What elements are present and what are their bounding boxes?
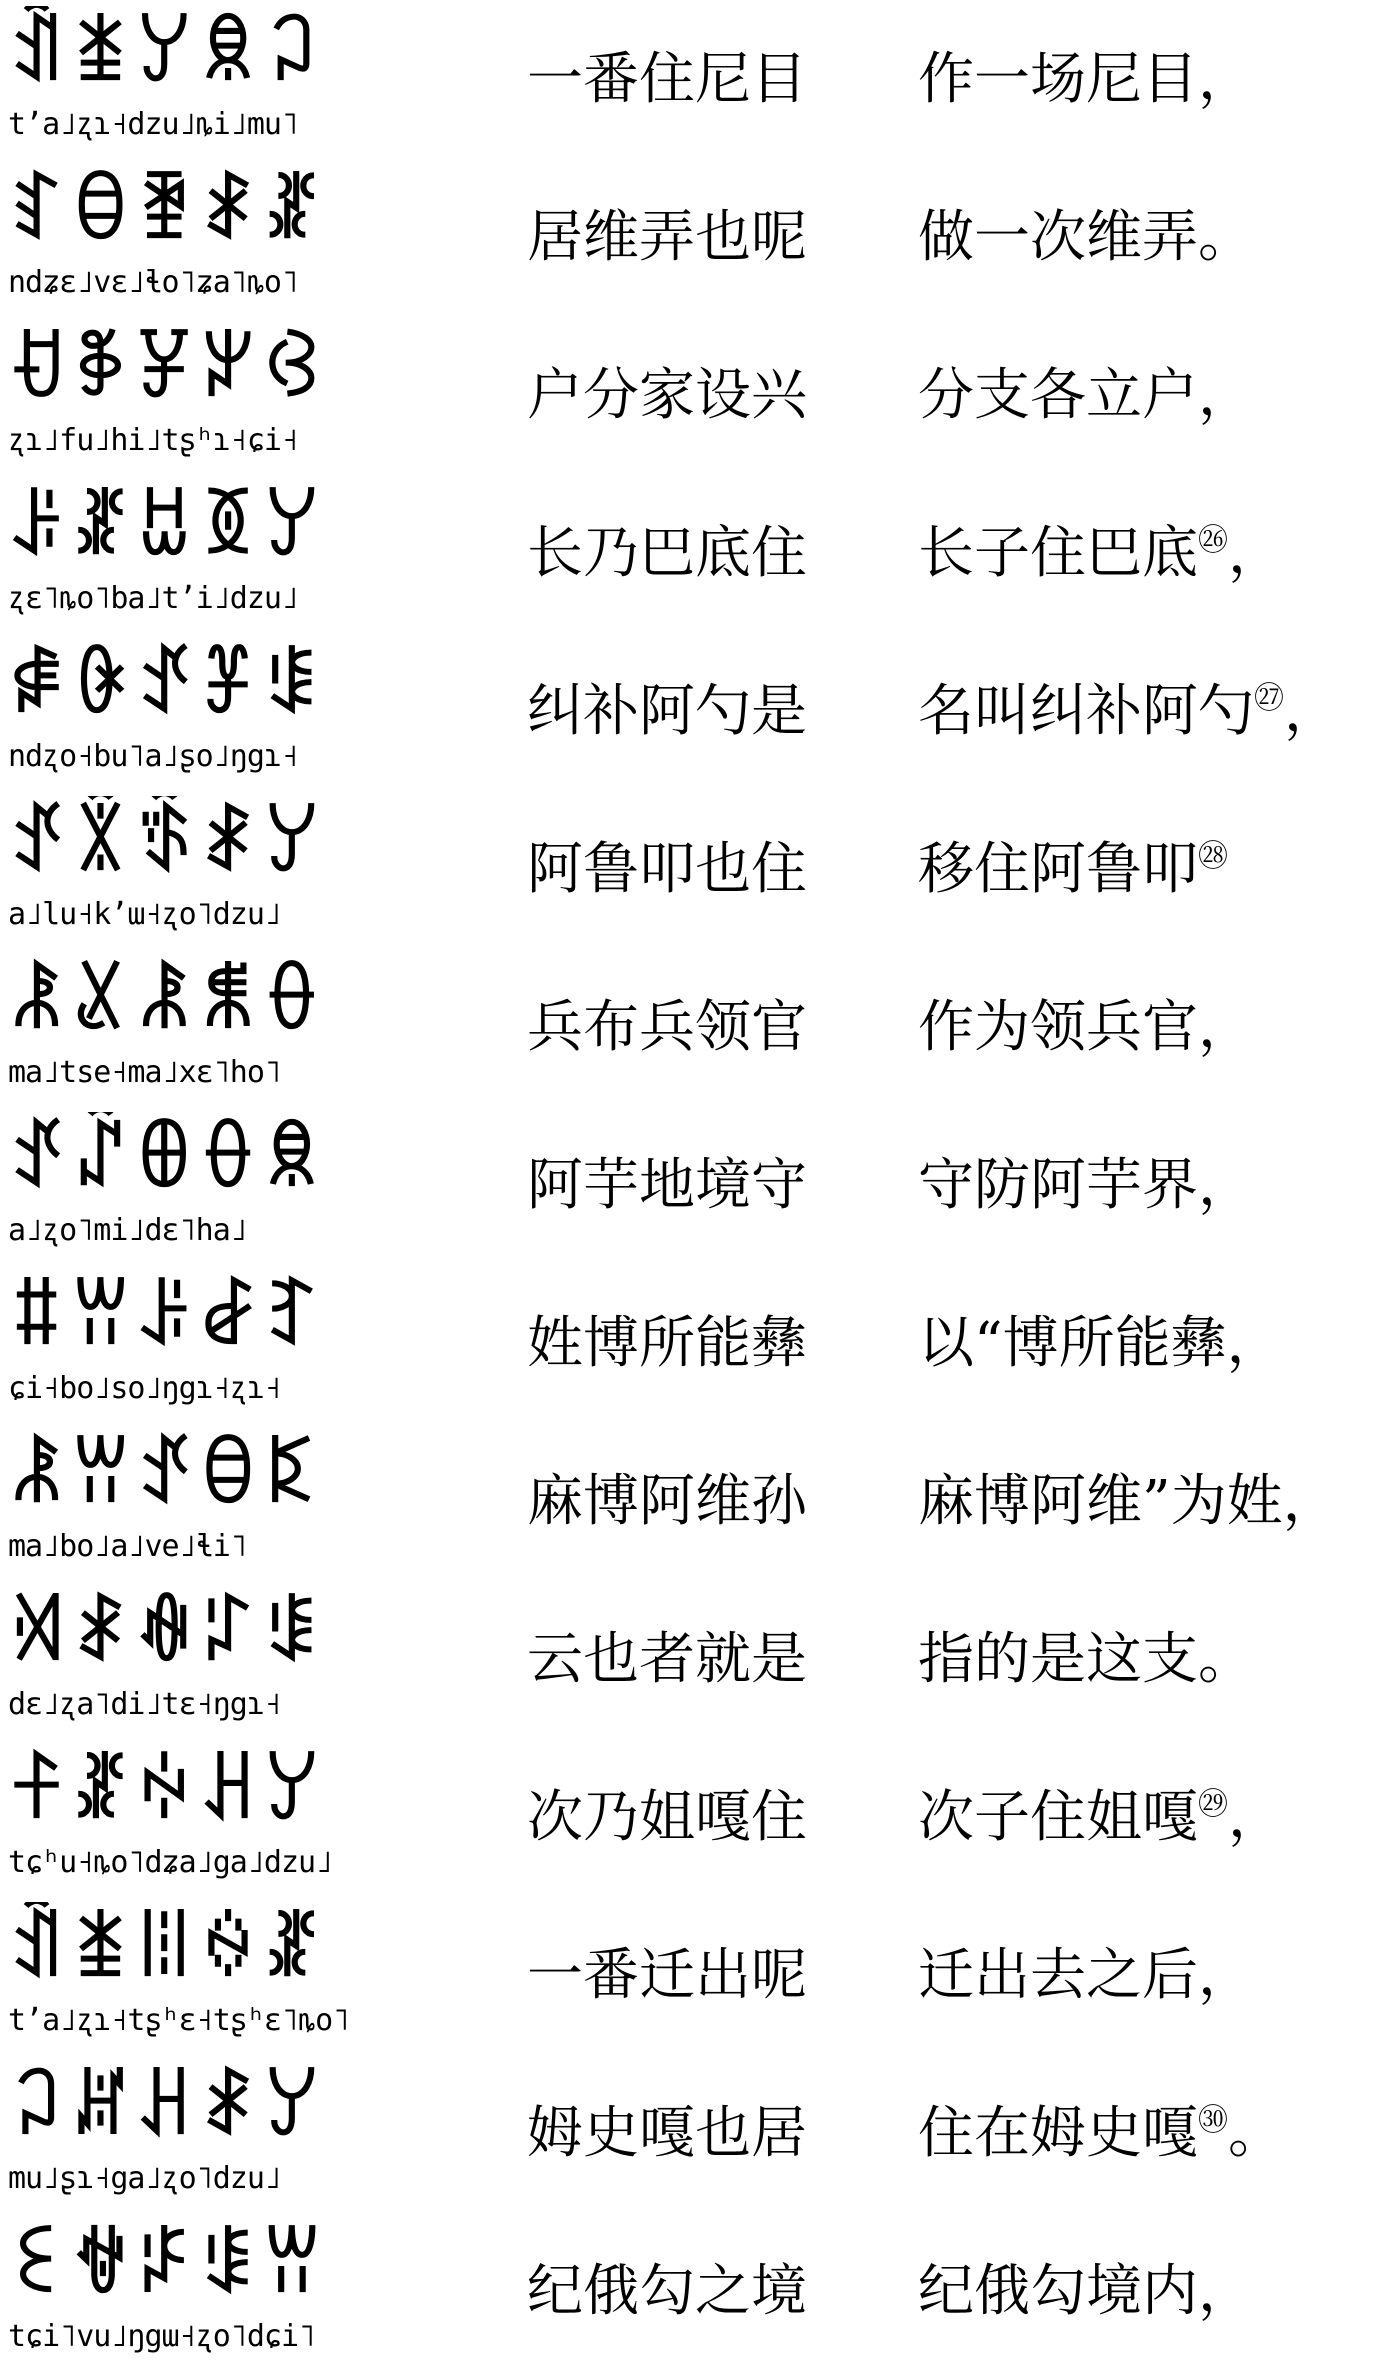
phonetic-text: mu˩ʂɿ˧ga˩ʐo˥dzu˩ (8, 2161, 281, 2196)
yi-line (8, 480, 458, 626)
translation-trailing-punct: ， (1228, 1785, 1284, 1850)
translation-trailing-punct: ， (1284, 679, 1340, 744)
chinese-transcription: 阿芋地境守 (527, 1153, 807, 1218)
verse-row (0, 316, 1392, 474)
phonetic-text: tʼa˩ʐɿ˧tʂʰɛ˧tʂʰɛ˥ȵo˥ (8, 2003, 350, 2038)
verse-row (0, 474, 1392, 632)
phonetic-text: ʐɿ˩fu˩hi˩tʂʰɿ˧ɕi˧ (8, 423, 299, 458)
yi-script-text: ꀋꇒꈃꑴꌦ (8, 801, 328, 887)
yi-line (8, 322, 458, 468)
phonetic-text: ndʐo˧bu˥a˩ʂo˩ŋgɿ˧ (8, 739, 299, 774)
chinese-transcription: 次乃姐嘎住 (527, 1785, 807, 1850)
translation-text: 迁出去之后， (918, 1943, 1254, 2008)
translation-text: 做一次维弄。 (918, 205, 1254, 270)
chinese-transcription: 云也者就是 (527, 1627, 807, 1692)
translation-text: 次子住姐嘎 (918, 1785, 1198, 1850)
translation-trailing-punct: 。 (1228, 2101, 1284, 2166)
chinese-transcription: 姆史嘎也居 (527, 2101, 807, 2166)
verse-row (0, 1580, 1392, 1738)
yi-script-text: ꌠꁬꀠꅉꌦ (8, 485, 328, 571)
yi-line (8, 164, 458, 310)
translation-text: 麻博阿维”为姓， (918, 1469, 1339, 1534)
yi-line (8, 1744, 458, 1890)
yi-script-text: ꐚꀕꌠꆀꆈ (8, 1275, 328, 1361)
chinese-translation (918, 2094, 1388, 2174)
phonetic-text: dɛ˩ʐa˥di˩tɛ˧ŋgɿ˧ (8, 1687, 281, 1722)
phonetic-text: ʐɛ˥ȵo˥ba˩tʼi˩dzu˩ (8, 581, 299, 616)
chinese-translation (918, 514, 1388, 594)
chinese-transcription: 居维弄也呢 (527, 205, 807, 270)
chinese-translation (918, 1620, 1388, 1700)
footnote-marker: ㉚ (1198, 2103, 1228, 2138)
translation-text: 分支各立户， (918, 363, 1254, 428)
yi-line (8, 954, 458, 1100)
phonetic-text: tɕʰu˧ȵo˥dʑa˩ga˩dzu˩ (8, 1845, 333, 1880)
translation-text: 住在姆史嘎 (918, 2101, 1198, 2166)
phonetic-text: a˩ʐo˥mi˩dɛ˥ha˩ (8, 1213, 247, 1248)
chinese-transcription: 姓博所能彝 (527, 1311, 807, 1376)
yi-script-text: ꀉꁧꈨꍈꁬ (8, 1907, 328, 1993)
chinese-translation (918, 198, 1388, 278)
verse-row (0, 158, 1392, 316)
yi-line (8, 1902, 458, 2048)
chinese-translation (918, 1462, 1388, 1542)
yi-line (8, 1112, 458, 1258)
verse-row (0, 948, 1392, 1106)
yi-line (8, 2218, 458, 2364)
verse-row (0, 2212, 1392, 2370)
chinese-translation (918, 672, 1388, 752)
phonetic-text: tɕi˥vu˩ŋgɯ˧ʐo˥dɕi˥ (8, 2319, 316, 2354)
translation-text: 守防阿芋界， (918, 1153, 1254, 1218)
yi-line (8, 796, 458, 942)
phonetic-text: ɕi˧bo˩so˩ŋgɿ˧ʐɿ˧ (8, 1371, 281, 1406)
phonetic-text: ma˩tse˧ma˩xɛ˥ho˥ (8, 1055, 281, 1090)
yi-script-text: ꍂꀖꀋꐞꌐ (8, 643, 328, 729)
verse-row (0, 790, 1392, 948)
verse-row (0, 2054, 1392, 2212)
phonetic-text: ma˩bo˩a˩ve˩ɬi˥ (8, 1529, 247, 1564)
chinese-transcription: 长乃巴底住 (527, 521, 807, 586)
yi-line (8, 6, 458, 152)
translation-text: 长子住巴底 (918, 521, 1198, 586)
yi-script-text: ꃀꏦꃅꑴꌦ (8, 2065, 328, 2151)
verse-row (0, 1106, 1392, 1264)
footnote-marker: ㉘ (1198, 839, 1228, 874)
chinese-translation (918, 2252, 1388, 2332)
verse-row (0, 0, 1392, 158)
chinese-transcription: 阿鲁叩也住 (527, 837, 807, 902)
chinese-translation (918, 356, 1388, 436)
chinese-translation (918, 1778, 1388, 1858)
chinese-translation (918, 1304, 1388, 1384)
yi-line (8, 2060, 458, 2206)
yi-line (8, 638, 458, 784)
yi-line (8, 1586, 458, 1732)
chinese-transcription: 一番迁出呢 (527, 1943, 807, 2008)
verse-row (0, 1422, 1392, 1580)
chinese-transcription: 纠补阿勺是 (527, 679, 807, 744)
translation-text: 移住阿鲁叩 (918, 837, 1198, 902)
yi-script-text: ꂿꊪꂿꐩꂷ (8, 959, 328, 1045)
yi-script-text: ꀉꁧꌦꌋꃀ (8, 11, 328, 97)
chinese-translation (918, 1146, 1388, 1226)
verse-row (0, 1264, 1392, 1422)
translation-trailing-punct: ， (1228, 521, 1284, 586)
translation-text: 作一场尼目， (918, 47, 1254, 112)
yi-script-text: ꄉꑴꊿꇱꌐ (8, 1591, 328, 1677)
yi-script-text: ꏂꊀꈝꌐꀕ (8, 2223, 328, 2309)
chinese-translation (918, 988, 1388, 1068)
yi-line (8, 1428, 458, 1574)
translation-text: 以“博所能彝， (918, 1311, 1283, 1376)
phonetic-text: ndʑɛ˩vɛ˩ɬo˥ʑa˥ȵo˥ (8, 265, 299, 300)
footnote-marker: ㉙ (1198, 1787, 1228, 1822)
yi-script-text: ꀀꃆꐯꏃꃳ (8, 327, 328, 413)
translation-text: 纪俄勾境内， (918, 2259, 1254, 2324)
chinese-transcription: 兵布兵领官 (527, 995, 807, 1060)
chinese-translation (918, 40, 1388, 120)
verse-row (0, 1896, 1392, 2054)
footnote-marker: ㉗ (1254, 681, 1284, 716)
translation-text: 指的是这支。 (918, 1627, 1254, 1692)
verse-row (0, 632, 1392, 790)
yi-script-text: ꀋꁳꆺꂷꌋ (8, 1117, 328, 1203)
chinese-transcription: 一番住尼目 (527, 47, 807, 112)
phonetic-text: tʼa˩ʐɿ˧dzu˩ȵi˩mu˥ (8, 107, 299, 142)
yi-script-text: ꆏꃪꄿꑴꁬ (8, 169, 328, 255)
yi-line (8, 1270, 458, 1416)
verse-row (0, 1738, 1392, 1896)
yi-script-text: ꊰꁬꏢꃅꌦ (8, 1749, 328, 1835)
chinese-transcription: 麻博阿维孙 (527, 1469, 807, 1534)
translation-text: 作为领兵官， (918, 995, 1254, 1060)
yi-script-text: ꂿꀕꀋꃪꌅ (8, 1433, 328, 1519)
translation-text: 名叫纠补阿勺 (918, 679, 1254, 744)
footnote-marker: ㉖ (1198, 523, 1228, 558)
chinese-translation (918, 1936, 1388, 2016)
chinese-translation (918, 830, 1388, 910)
phonetic-text: a˩lu˧kʼɯ˧ʐo˥dzu˩ (8, 897, 281, 932)
chinese-transcription: 户分家设兴 (527, 363, 807, 428)
chinese-transcription: 纪俄勾之境 (527, 2259, 807, 2324)
